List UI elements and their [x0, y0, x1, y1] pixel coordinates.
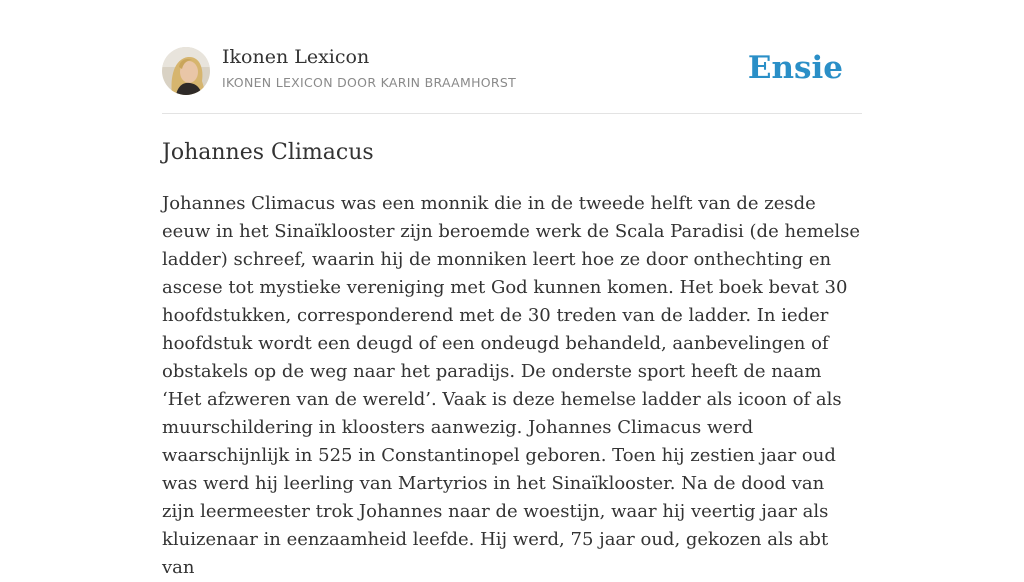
article-title: Johannes Climacus [162, 140, 374, 165]
article-body: Johannes Climacus was een monnik die in de tweede helft van de zesde eeuw in het Sinaïklooster zijn beroemde werk de Scala Paradisi (de hemelse ladder) schreef, waarin hij de monniken leert hoe ze door onthechting en ascese tot mystieke vereniging met God kunnen komen. Het boek bevat 30 hoofdstukken, corresponderend met de 30 treden van de ladder. In ieder hoofdstuk wordt een deugd of een ondeugd behandeld, aanbevelingen of obstakels op de weg naar het paradijs. De onderste sport heeft de naam ‘Het afzweren van de wereld’. Vaak is deze hemelse ladder als icoon of als muurschildering in kloosters aanwezig. Johannes Climacus werd waarschijnlijk in 525 in Constantinopel geboren. Toen hij zestien jaar oud was werd hij leerling van Martyrios in het Sinaïklooster. Na de dood van zijn leermeester trok Johannes naar de woestijn, waar hij veertig jaar als kluizenaar in eenzaamheid leefde. Hij werd, 75 jaar oud, gekozen als abt van [162, 193, 861, 578]
author-header [162, 44, 862, 114]
avatar[interactable] [162, 47, 210, 95]
author-name[interactable]: Ikonen Lexicon [222, 46, 370, 68]
page-content [162, 44, 862, 582]
author-subtitle[interactable]: IKONEN LEXICON DOOR KARIN BRAAMHORST [222, 75, 517, 90]
ensie-logo[interactable]: Ensie [747, 50, 843, 86]
